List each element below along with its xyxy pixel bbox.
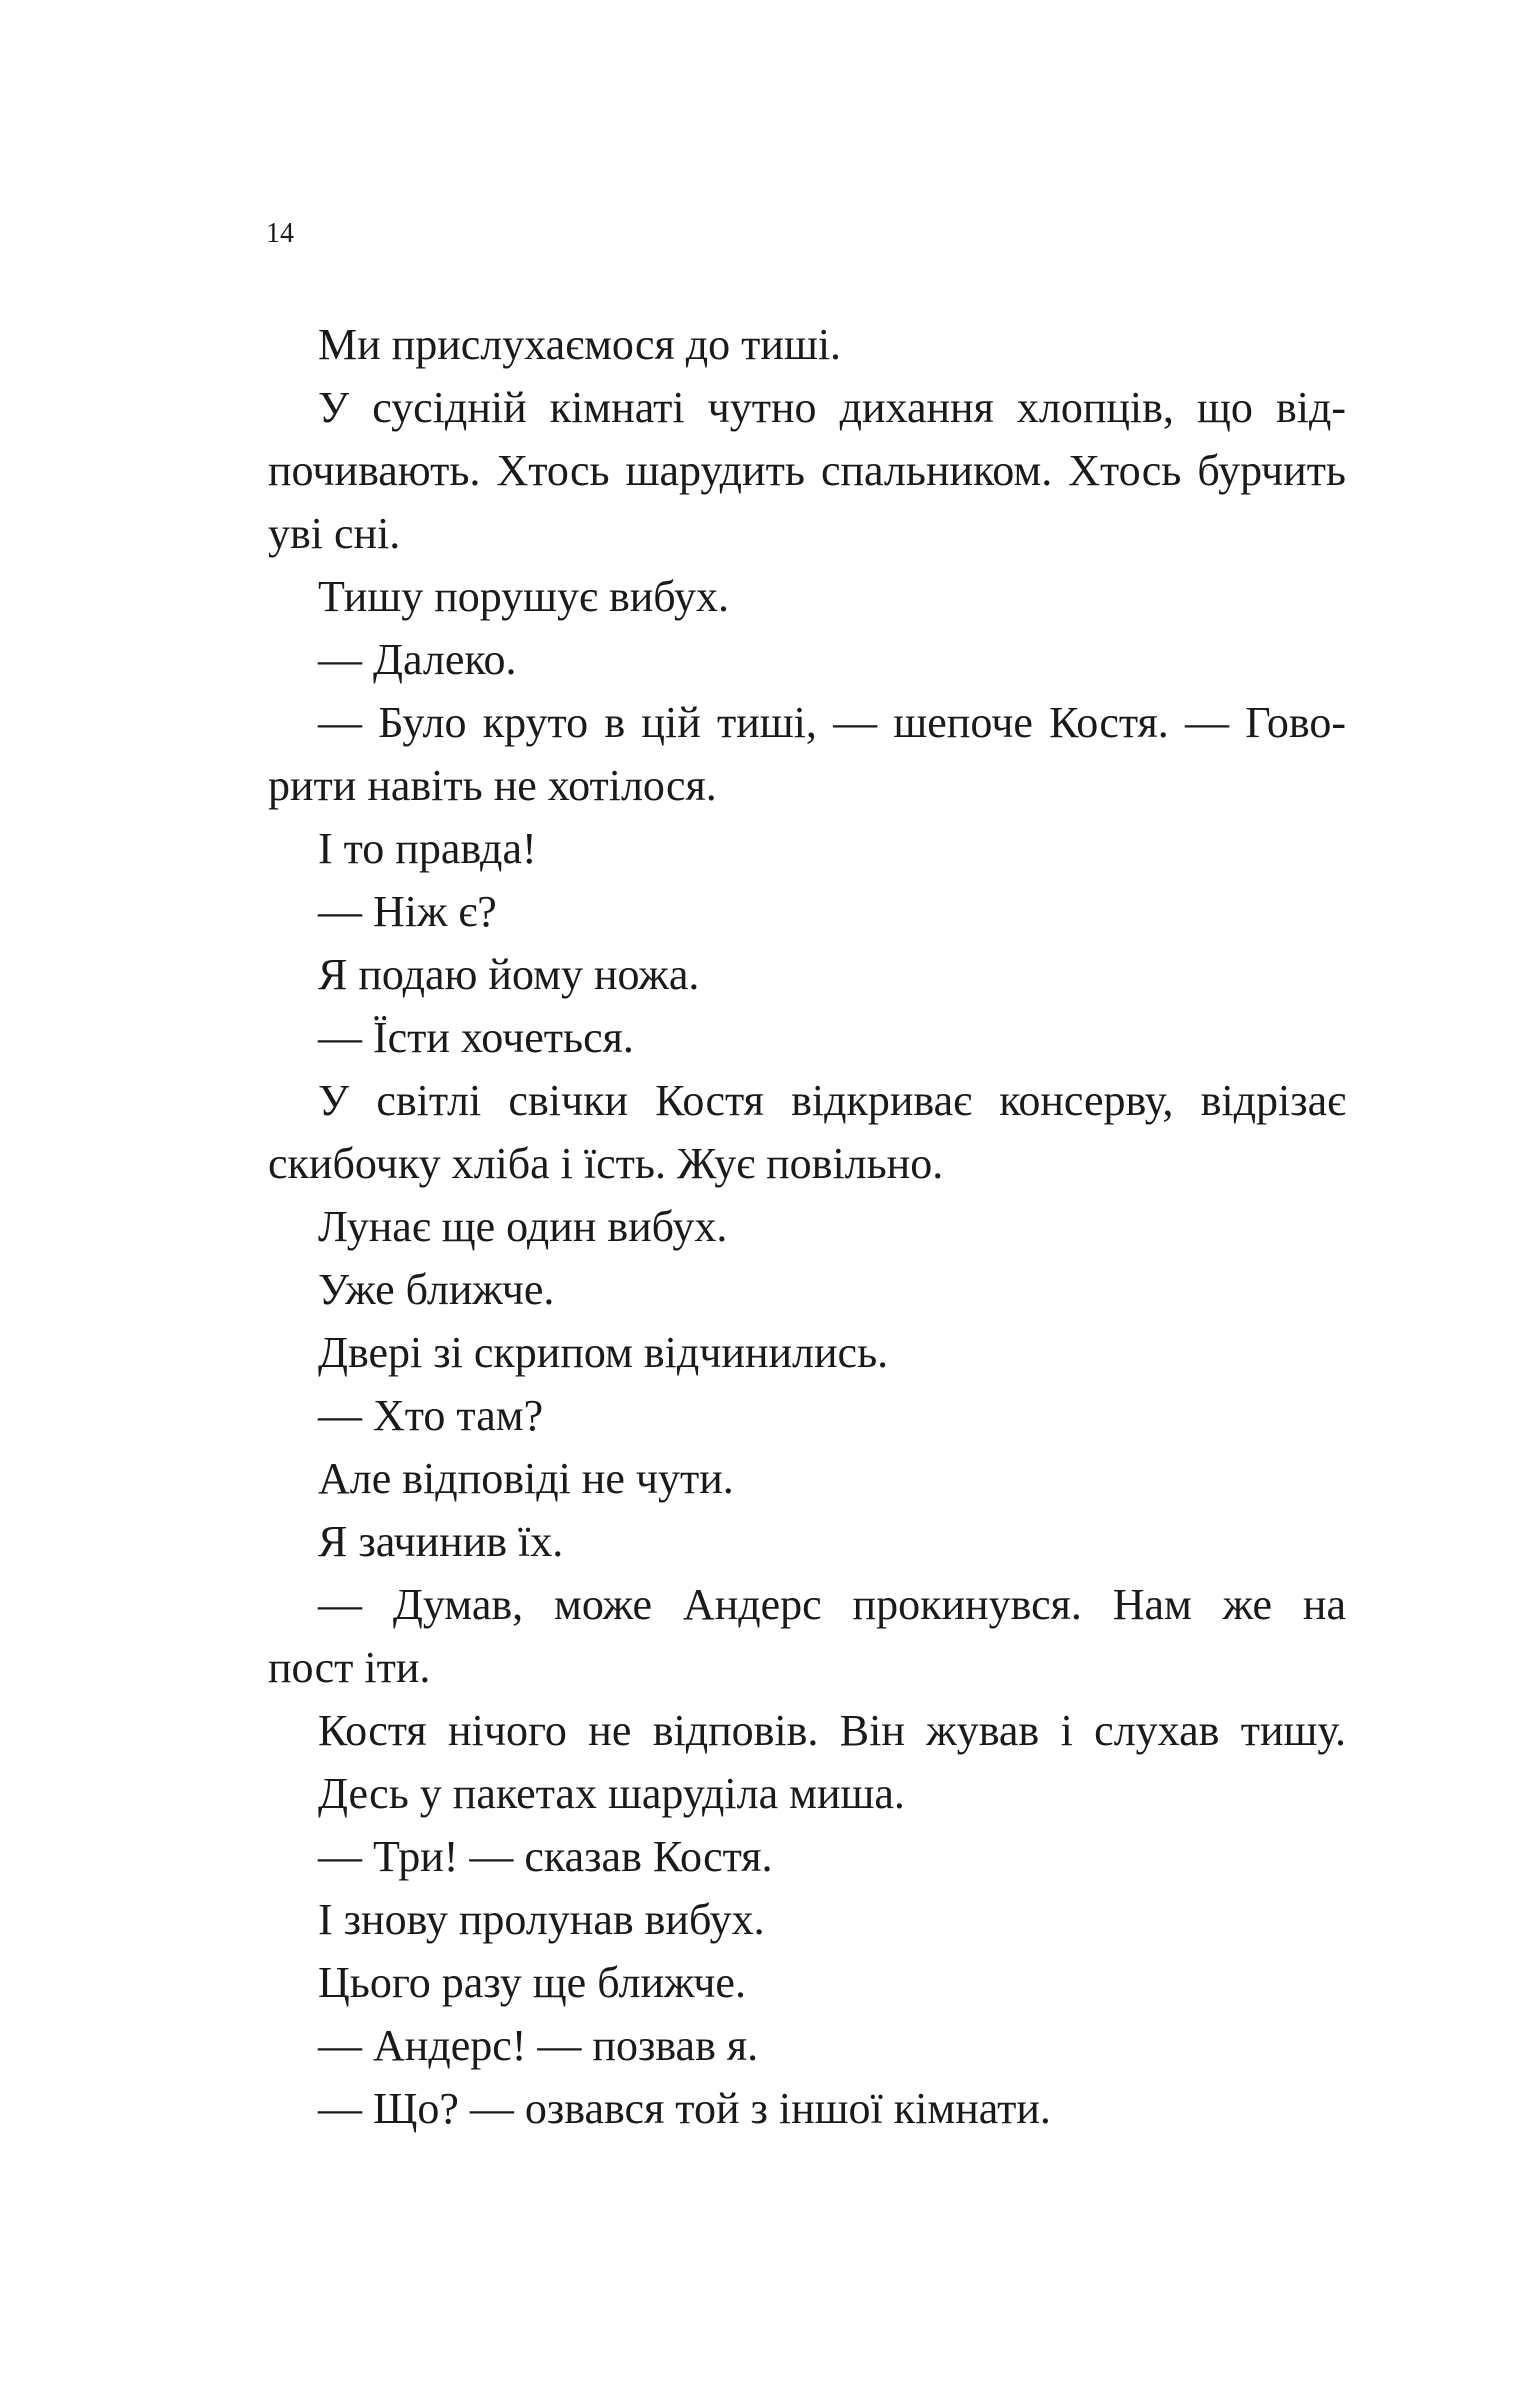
text-line: У світлі свічки Костя відкриває консерву, відрізає (318, 1076, 1346, 1125)
text-line: рити навіть не хотілося. (268, 761, 717, 810)
page-number: 14 (266, 218, 294, 249)
text-line: Я зачинив їх. (318, 1517, 564, 1566)
text-line: Цього разу ще ближче. (318, 1958, 746, 2007)
text-line: Але відповіді не чути. (318, 1454, 734, 1503)
text-line: почивають. Хтось шарудить спальником. Хтось бурчить (268, 446, 1346, 495)
body-text (268, 313, 1346, 2140)
text-line: — Три! — сказав Костя. (318, 1832, 773, 1881)
text-line: пост іти. (268, 1643, 431, 1692)
text-line: І знову пролунав вибух. (318, 1895, 765, 1944)
text-line: скибочку хліба і їсть. Жує повільно. (268, 1139, 944, 1188)
text-line: Я подаю йому ножа. (318, 950, 700, 999)
text-line: Тишу порушує вибух. (318, 572, 729, 621)
text-line: — Що? — озвався той з іншої кімнати. (318, 2084, 1051, 2133)
text-line: У сусідній кімнаті чутно дихання хлопців, що від- (318, 383, 1346, 432)
text-line: — Ніж є? (318, 887, 497, 936)
text-line: Ми прислухаємося до тиші. (318, 320, 842, 369)
text-line: Уже ближче. (318, 1265, 555, 1314)
text-line: Лунає ще один вибух. (318, 1202, 728, 1251)
text-line: уві сні. (268, 509, 401, 558)
text-line: І то правда! (318, 824, 537, 873)
text-line: — Думав, може Андерс прокинувся. Нам же на (318, 1580, 1346, 1629)
text-line: — Хто там? (318, 1391, 544, 1440)
text-line: Десь у пакетах шаруділа миша. (318, 1769, 905, 1818)
text-line: — Було круто в цій тиші, — шепоче Костя. — Гово- (318, 698, 1346, 747)
text-line: — Андерс! — позвав я. (318, 2021, 759, 2070)
text-line: — Їсти хочеться. (318, 1013, 634, 1062)
text-line: Двері зі скрипом відчинились. (318, 1328, 889, 1377)
text-line: — Далеко. (318, 635, 517, 684)
text-line: Костя нічого не відповів. Він жував і слухав тишу. (318, 1706, 1346, 1755)
